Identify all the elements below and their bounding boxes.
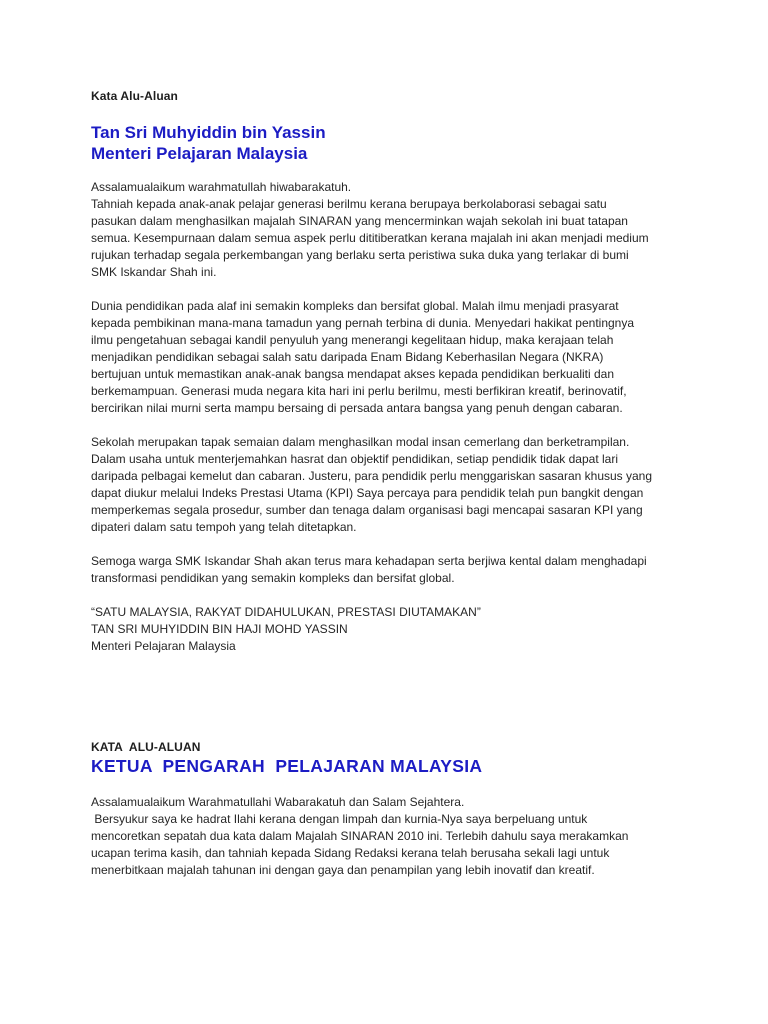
text-line: menjadikan pendidikan sebagai salah satu daripada Enam Bidang Keberhasilan Negara (NKRA) <box>91 350 604 364</box>
section2-title: KETUA PENGARAH PELAJARAN MALAYSIA <box>91 756 483 776</box>
signatory-name: TAN SRI MUHYIDDIN BIN HAJI MOHD YASSIN <box>91 622 348 636</box>
text-line: ilmu pengetahuan sebagai kandil penyuluh yang menerangi kegelitaan hidup, maka kerajaan telah <box>91 333 614 347</box>
text-line: Tahniah kepada anak-anak pelajar generasi berilmu kerana berupaya berkolaborasi sebagai satu <box>91 197 607 211</box>
text-line: Sekolah merupakan tapak semaian dalam menghasilkan modal insan cemerlang dan berketrampilan. <box>91 435 630 449</box>
section1-paragraph-4 <box>91 553 647 587</box>
signatory-title: Menteri Pelajaran Malaysia <box>91 639 236 653</box>
text-line: Semoga warga SMK Iskandar Shah akan terus mara kehadapan serta berjiwa kental dalam menghadapi <box>91 554 647 568</box>
text-line: memperkemas segala prosedur, sumber dan tenaga dalam organisasi bagi mencapai sasaran KPI yang <box>91 503 643 517</box>
text-line: dipateri dalam satu tempoh yang telah ditetapkan. <box>91 520 357 534</box>
text-line: bercirikan nilai murni serta mampu bersaing di persada antara bangsa yang penuh dengan cabaran. <box>91 401 623 415</box>
section1-paragraph-1 <box>91 179 649 281</box>
text-line: berkemampuan. Generasi muda negara kita hari ini perlu berilmu, mesti berfikiran kreatif, berinovatif, <box>91 384 627 398</box>
text-line: dapat diukur melalui Indeks Prestasi Utama (KPI) Saya percaya para pendidik telah pun bangkit dengan <box>91 486 644 500</box>
text-line: Dalam usaha untuk menterjemahkan hasrat dan objektif pendidikan, setiap pendidik tidak dapat lari <box>91 452 618 466</box>
text-line: daripada pelbagai kemelut dan cabaran. Justeru, para pendidik perlu menggariskan sasaran khusus yang <box>91 469 653 483</box>
section1-label: Kata Alu-Aluan <box>91 89 178 103</box>
section1-signature-block <box>91 604 481 655</box>
text-line: ucapan terima kasih, dan tahniah kepada Sidang Redaksi kerana telah berusaha sekali lagi untuk <box>91 846 610 860</box>
section1-paragraph-3 <box>91 434 652 536</box>
text-line: Assalamualaikum warahmatullah hiwabarakatuh. <box>91 180 352 194</box>
text-line: semua. Kesempurnaan dalam semua aspek perlu dititiberatkan kerana majalah ini akan menjadi medium <box>91 231 649 245</box>
text-line: transformasi pendidikan yang semakin kompleks dan bersifat global. <box>91 571 455 585</box>
text-line: bertujuan untuk memastikan anak-anak bangsa mendapat akses kepada pendidikan berkualiti dan <box>91 367 615 381</box>
motto-text: “SATU MALAYSIA, RAKYAT DIDAHULUKAN, PRESTASI DIUTAMAKAN” <box>91 605 481 619</box>
text-line: mencoretkan sepatah dua kata dalam Majalah SINARAN 2010 ini. Terlebih dahulu saya merakamkan <box>91 829 629 843</box>
text-line: menerbitkaan majalah tahunan ini dengan gaya dan penampilan yang lebih inovatif dan kreatif. <box>91 863 595 877</box>
text-line: kepada pembikinan mana-mana tamadun yang pernah terbina di dunia. Menyedari hakikat pentingnya <box>91 316 635 330</box>
text-line: SMK Iskandar Shah ini. <box>91 265 217 279</box>
text-line: pasukan dalam menghasilkan majalah SINARAN yang mencerminkan wajah sekolah ini buat tatapan <box>91 214 628 228</box>
text-line: Bersyukur saya ke hadrat Ilahi kerana dengan limpah dan kurnia-Nya saya berpeluang untuk <box>91 812 588 826</box>
section2-paragraph-1 <box>91 794 628 879</box>
section1-title-line-1: Tan Sri Muhyiddin bin Yassin <box>91 123 326 142</box>
text-line: rujukan terhadap segala perkembangan yang berlaku serta peristiwa suka duka yang terlakar di bumi <box>91 248 629 262</box>
section1-title <box>91 122 326 164</box>
section2-label: KATA ALU-ALUAN <box>91 740 201 754</box>
text-line: Assalamualaikum Warahmatullahi Wabarakatuh dan Salam Sejahtera. <box>91 795 465 809</box>
section1-paragraph-2 <box>91 298 634 417</box>
text-line: Dunia pendidikan pada alaf ini semakin kompleks dan bersifat global. Malah ilmu menjadi prasyarat <box>91 299 619 313</box>
section1-title-line-2: Menteri Pelajaran Malaysia <box>91 144 308 163</box>
